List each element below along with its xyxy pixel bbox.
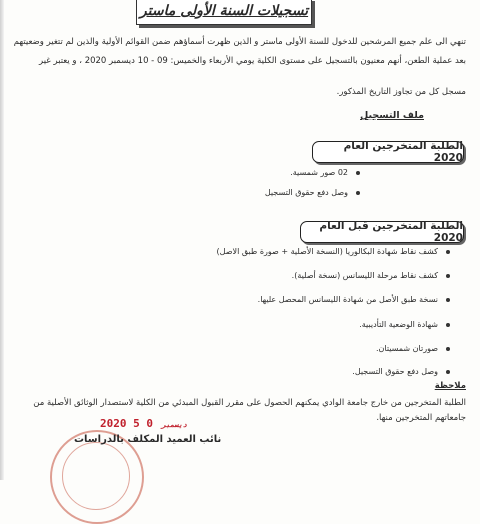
stamp-year: 2020 xyxy=(100,417,127,430)
bullet-icon xyxy=(356,191,360,195)
date-stamp xyxy=(100,417,189,430)
list-item xyxy=(217,247,450,256)
page-title: تسجيلات السنة الأولى ماستر xyxy=(136,0,312,25)
bullet-icon xyxy=(446,347,450,351)
seal-inner-ring xyxy=(62,442,130,510)
list-item-label: صورتان شمسيتان. xyxy=(375,344,438,353)
signatory-title: نائب العميد المكلف بالدراسات xyxy=(74,434,222,445)
list-item-label: كشف نقاط مرحلة الليسانس (نسخة أصلية). xyxy=(291,271,438,280)
list-item xyxy=(290,168,360,177)
list-item-label: كشف نقاط شهادة البكالوريا (النسخة الأصلية + صورة طبق الاصل) xyxy=(216,247,438,256)
intro-line-1: تنهي الى علم جميع المرشحين للدخول للسنة الأولى ماستر و الذين ظهرت أسماؤهم ضمن القوائم الأولية والذين لم تتغير وضعيتهم xyxy=(13,37,466,47)
list-item-label: وصل دفع حقوق التسجيل xyxy=(264,188,348,197)
bullet-icon xyxy=(446,298,450,302)
bullet-icon xyxy=(446,274,450,278)
intro-line-2: بعد عملية الطعن، أنهم معنيون بالتسجيل على مستوى الكلية يومي الأربعاء والخميس: 09 - 10 ديسمبر 2020 ، و يعتبر غير xyxy=(39,56,466,66)
bullet-icon xyxy=(446,323,450,327)
list-item-label: نسخة طبق الأصل من شهادة الليسانس المحصل عليها. xyxy=(257,295,438,304)
page-edge-shadow xyxy=(0,0,4,480)
bullet-icon xyxy=(446,250,450,254)
note-line-2: جامعاتهم المتخرجين منها. xyxy=(376,413,466,423)
stamp-month: ديسمبر xyxy=(161,421,187,429)
list-item xyxy=(376,344,450,353)
list-item-label: وصل دفع حقوق التسجيل. xyxy=(352,367,438,376)
list-item xyxy=(359,320,450,329)
list-item-label: 02 صور شمسية. xyxy=(290,168,348,177)
list-item-label: شهادة الوضعية التأديبية. xyxy=(359,320,438,329)
note-line-1: الطلبة المتخرجين من خارج جامعة الوادي يمكنهم الحصول على مقرر القبول المبدئي من الكلية لاستصدار الوثائق الأصلية من xyxy=(33,398,466,408)
bullet-icon xyxy=(446,370,450,374)
list-item xyxy=(292,271,450,280)
list-item xyxy=(352,367,450,376)
group2-title-box: الطلبة المتخرجين قبل العام 2020 xyxy=(300,221,464,243)
group1-title-box: الطلبة المتخرجين العام 2020 xyxy=(312,141,464,163)
intro-line-3: مسجل كل من تجاوز التاريخ المذكور. xyxy=(336,87,466,97)
list-item xyxy=(258,295,450,304)
bullet-icon xyxy=(356,171,360,175)
stamp-day: 0 5 xyxy=(133,417,153,430)
note-heading: ملاحظة xyxy=(434,381,466,391)
file-section-heading: ملف التسجيل xyxy=(360,110,424,121)
list-item xyxy=(265,188,360,197)
